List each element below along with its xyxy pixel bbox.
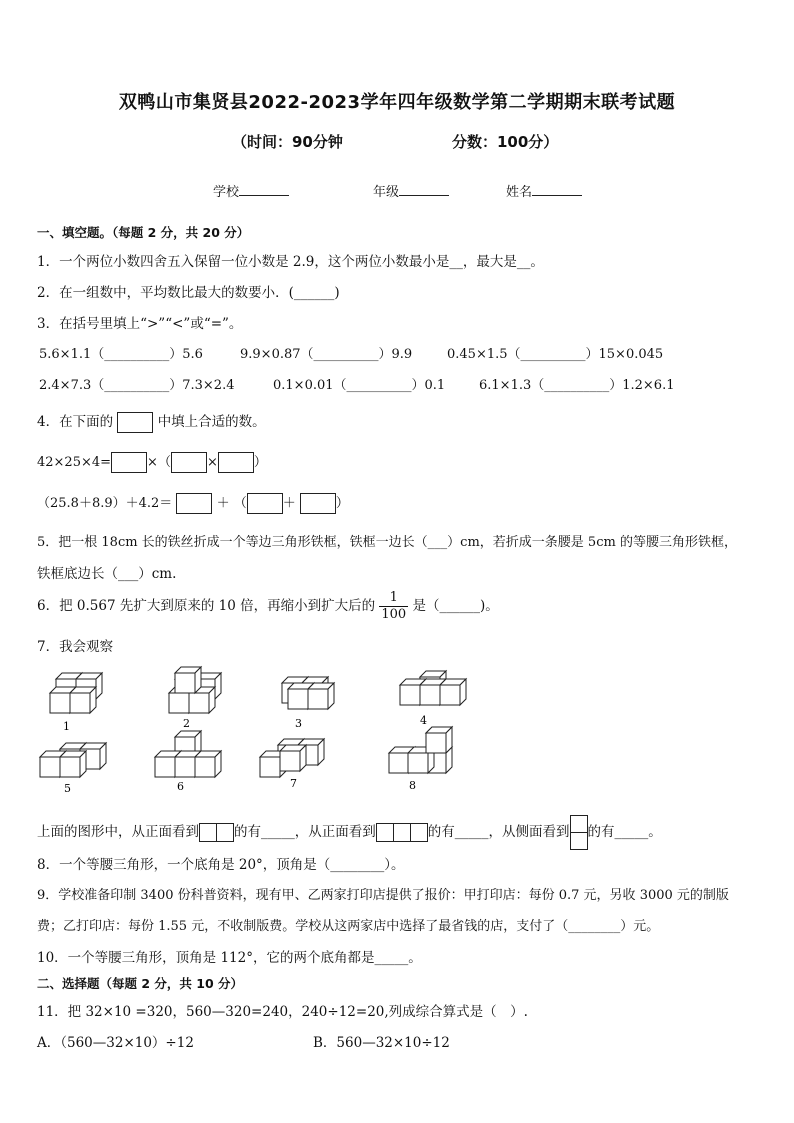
name-field [506, 181, 582, 200]
q7-shape-side [570, 815, 588, 850]
q4-eq2-box-2[interactable] [247, 493, 283, 514]
exam-title: 双鸭山市集贤县2022-2023学年四年级数学第二学期期末联考试题 [118, 92, 676, 113]
question-7-heading: 7．我会观察 [37, 639, 114, 655]
question-2: 2．在一组数中，平均数比最大的数要小．(______) [37, 285, 340, 301]
q4-eq1-box-2[interactable] [171, 452, 207, 473]
question-9-line-2: 费；乙打印店：每份 1.55 元，不收制版费。学校从这两家店中选择了最省钱的店，支付了（________）元。 [37, 919, 660, 934]
q4-text-b: 中填上合适的数。 [157, 414, 266, 430]
q11-option-a[interactable]: A．（560—32×10）÷12 [37, 1035, 194, 1051]
school-blank[interactable] [239, 195, 289, 196]
question-3: 3．在括号里填上“>”“<”或“=”。 [37, 316, 243, 332]
figure-label-5: 5 [64, 782, 71, 795]
q7-shape-front-a-cell-1 [199, 823, 216, 842]
cube-figure-3 [282, 677, 334, 709]
q6-fraction-denominator: 100 [381, 607, 407, 622]
q7-shape-front-b-cell-2 [393, 823, 410, 842]
q7-text-b: 的有_____，从正面看到 [234, 824, 376, 840]
q6-text-a: 6．把 0.567 先扩大到原来的 10 倍，再缩小到扩大后的 [37, 598, 376, 614]
cube-figure-1 [50, 673, 102, 713]
q4-eq2-close: ） [335, 496, 349, 511]
grade-label: 年级 [373, 185, 400, 200]
cube-figure-5 [40, 743, 106, 777]
name-blank[interactable] [532, 195, 582, 196]
q7-text-d: 的有_____。 [587, 824, 662, 840]
q4-eq2-plus: ＋ [216, 496, 230, 511]
question-9-line-1: 9．学校准备印制 3400 份科普资料，现有甲、乙两家打印店提供了报价：甲打印店：每份 0.7 元，另收 3000 元的制版 [37, 888, 729, 903]
exam-time: （时间：90分钟 [232, 133, 343, 151]
q6-fraction [379, 590, 408, 623]
q7-text-c: 的有_____，从侧面看到 [427, 824, 570, 840]
question-6 [37, 590, 499, 623]
q4-example-box [117, 412, 153, 433]
question-1: 1．一个两位小数四舍五入保留一位小数是 2.9，这个两位小数最小是__，最大是__。 [37, 254, 544, 270]
figure-label-7: 7 [290, 777, 297, 790]
q4-eq2-box-1[interactable] [176, 493, 212, 514]
q3-row1-item1: 5.6×1.1（__________）5.6 [39, 347, 203, 362]
figure-label-3: 3 [295, 717, 302, 730]
q7-shape-front-a-cell-2 [216, 823, 234, 842]
section-1-heading: 一、填空题。（每题 2 分，共 20 分） [37, 225, 250, 240]
question-11: 11．把 32×10 =320，560—320=240，240÷12=20,列成综合算式是（ ）. [37, 1004, 528, 1020]
q4-eq1-box-1[interactable] [111, 452, 147, 473]
question-8: 8．一个等腰三角形，一个底角是 20°，顶角是（________）。 [37, 857, 405, 873]
q3-row1-item3: 0.45×1.5（__________）15×0.045 [447, 347, 664, 362]
q7-shape-front-b-cell-1 [376, 823, 393, 842]
grade-field [373, 181, 449, 200]
school-field [213, 181, 289, 200]
cube-figures [30, 665, 510, 800]
q7-shape-front-b-cell-3 [410, 823, 428, 842]
q4-eq2-open: （ [233, 496, 247, 511]
q4-equation-2 [37, 492, 349, 514]
question-5-line-1: 5．把一根 18cm 长的铁丝折成一个等边三角形铁框，铁框一边长（___）cm，若折成一条腰是 5cm 的等腰三角形铁框， [37, 535, 737, 550]
q4-equation-1 [37, 451, 267, 473]
cube-figure-2 [169, 667, 221, 713]
q4-eq1-box-3[interactable] [218, 452, 254, 473]
cube-figure-8 [389, 727, 452, 773]
q7-shape-side-cell-2 [570, 832, 588, 850]
grade-blank[interactable] [399, 195, 449, 196]
figure-label-6: 6 [177, 780, 184, 793]
q3-row2-item2: 0.1×0.01（__________）0.1 [273, 378, 446, 393]
cube-figure-6 [155, 731, 221, 777]
question-4 [37, 410, 266, 433]
name-label: 姓名 [506, 185, 533, 200]
q4-eq1-lhs: 42×25×4= [37, 455, 112, 470]
section-2-heading: 二、选择题（每题 2 分，共 10 分） [37, 976, 244, 991]
q3-row2-item3: 6.1×1.3（__________）1.2×6.1 [479, 378, 675, 393]
figure-label-4: 4 [420, 714, 427, 727]
school-label: 学校 [213, 185, 240, 200]
q6-text-b: 是（______)。 [412, 598, 499, 614]
q4-text-a: 4．在下面的 [37, 414, 114, 430]
q4-eq2-box-3[interactable] [300, 493, 336, 514]
figure-label-1: 1 [63, 720, 70, 733]
question-10: 10．一个等腰三角形，顶角是 112°，它的两个底角都是_____。 [37, 950, 422, 966]
figure-label-8: 8 [409, 779, 416, 792]
q6-fraction-numerator: 1 [379, 590, 408, 607]
q3-row2-item1: 2.4×7.3（__________）7.3×2.4 [39, 378, 235, 393]
cube-figure-4 [400, 671, 466, 705]
q4-eq1-close: ） [253, 455, 267, 470]
question-5-line-2: 铁框底边长（___）cm. [37, 566, 177, 582]
question-7-prompt [37, 815, 662, 850]
cube-figure-7 [260, 739, 324, 777]
q7-text-a: 上面的图形中，从正面看到 [37, 824, 199, 840]
q4-eq1-times: × [206, 455, 218, 470]
q4-eq2-lhs: （25.8＋8.9）＋4.2＝ [37, 496, 173, 511]
q11-option-b[interactable]: B．560—32×10÷12 [313, 1035, 450, 1051]
figure-label-2: 2 [183, 717, 190, 730]
exam-score: 分数：100分） [452, 133, 559, 151]
q3-row1-item2: 9.9×0.87（__________）9.9 [240, 347, 413, 362]
q4-eq2-plus-2: ＋ [282, 496, 296, 511]
q7-shape-side-cell-1 [570, 815, 588, 832]
q4-eq1-times-open: ×（ [147, 455, 171, 470]
